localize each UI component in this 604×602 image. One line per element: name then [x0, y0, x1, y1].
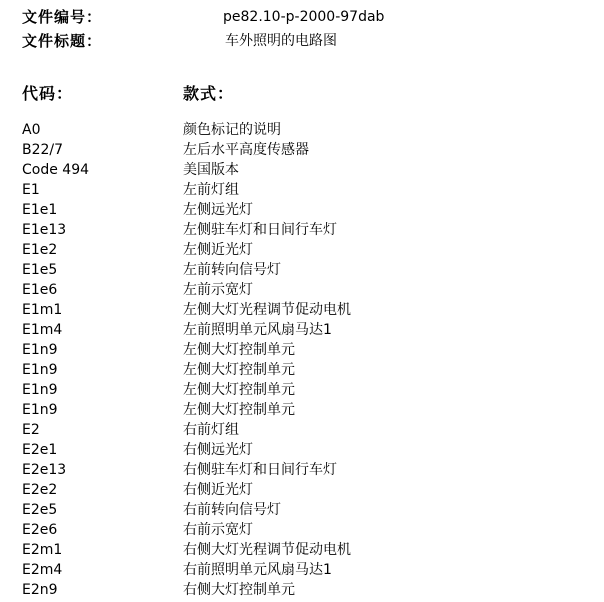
component-code: E1	[22, 182, 40, 198]
component-description: 右侧大灯光程调节促动电机	[183, 542, 351, 558]
component-description: 左侧驻车灯和日间行车灯	[183, 222, 337, 238]
list-item	[22, 400, 592, 420]
document-number-value: pe82.10-p-2000-97dab	[223, 9, 385, 25]
component-code: E2m4	[22, 562, 63, 578]
component-description: 左前灯组	[183, 182, 239, 198]
component-description: 左后水平高度传感器	[183, 142, 309, 158]
component-code: E1e2	[22, 242, 58, 258]
component-code: E1e13	[22, 222, 67, 238]
component-description: 左侧大灯光程调节促动电机	[183, 302, 351, 318]
component-code: B22/7	[22, 142, 64, 158]
list-item	[22, 420, 592, 440]
list-item	[22, 200, 592, 220]
list-item	[22, 260, 592, 280]
code-column-header: 代码：	[22, 84, 74, 103]
component-code: E1e1	[22, 202, 58, 218]
list-item	[22, 280, 592, 300]
list-item	[22, 320, 592, 340]
component-description: 左侧大灯控制单元	[183, 342, 295, 358]
list-item	[22, 360, 592, 380]
component-code: E2m1	[22, 542, 63, 558]
list-item	[22, 220, 592, 240]
component-code: E2	[22, 422, 40, 438]
code-description-list	[22, 120, 592, 600]
component-description: 左侧大灯控制单元	[183, 382, 295, 398]
component-description: 颜色标记的说明	[183, 122, 281, 138]
list-item	[22, 460, 592, 480]
component-code: E2e2	[22, 482, 58, 498]
component-code: E1n9	[22, 362, 58, 378]
component-code: E2e6	[22, 522, 58, 538]
component-description: 左侧大灯控制单元	[183, 402, 295, 418]
component-code: E1m4	[22, 322, 63, 338]
list-item	[22, 380, 592, 400]
component-description: 左前照明单元风扇马达1	[183, 322, 332, 338]
component-code: E2e13	[22, 462, 67, 478]
list-item	[22, 180, 592, 200]
component-code: E1n9	[22, 402, 58, 418]
component-description: 左侧大灯控制单元	[183, 362, 295, 378]
component-description: 左前转向信号灯	[183, 262, 281, 278]
component-description: 右前照明单元风扇马达1	[183, 562, 332, 578]
list-item	[22, 480, 592, 500]
list-item	[22, 240, 592, 260]
list-item	[22, 300, 592, 320]
list-item	[22, 540, 592, 560]
list-item	[22, 340, 592, 360]
component-description: 美国版本	[183, 162, 239, 178]
component-description: 右侧近光灯	[183, 482, 253, 498]
component-description: 右侧大灯控制单元	[183, 582, 295, 598]
component-code: E1n9	[22, 342, 58, 358]
component-code: E2e1	[22, 442, 58, 458]
list-item	[22, 500, 592, 520]
component-description: 左侧远光灯	[183, 202, 253, 218]
component-description: 右侧驻车灯和日间行车灯	[183, 462, 337, 478]
component-code: E1e6	[22, 282, 58, 298]
description-column-header: 款式：	[183, 84, 235, 103]
component-description: 右侧远光灯	[183, 442, 253, 458]
component-code: E2n9	[22, 582, 58, 598]
component-code: Code 494	[22, 162, 90, 178]
list-item	[22, 120, 592, 140]
component-code: A0	[22, 122, 41, 138]
list-item	[22, 440, 592, 460]
list-item	[22, 560, 592, 580]
component-code: E1m1	[22, 302, 63, 318]
component-description: 右前灯组	[183, 422, 239, 438]
document-title-label: 文件标题：	[22, 32, 103, 50]
component-code: E1e5	[22, 262, 58, 278]
component-code: E2e5	[22, 502, 58, 518]
component-description: 左前示宽灯	[183, 282, 253, 298]
list-item	[22, 520, 592, 540]
component-code: E1n9	[22, 382, 58, 398]
list-item	[22, 140, 592, 160]
component-description: 右前示宽灯	[183, 522, 253, 538]
list-item	[22, 160, 592, 180]
list-item	[22, 580, 592, 600]
document-title-value: 车外照明的电路图	[225, 33, 337, 49]
document-number-label: 文件编号：	[22, 8, 103, 26]
component-description: 右前转向信号灯	[183, 502, 281, 518]
component-description: 左侧近光灯	[183, 242, 253, 258]
